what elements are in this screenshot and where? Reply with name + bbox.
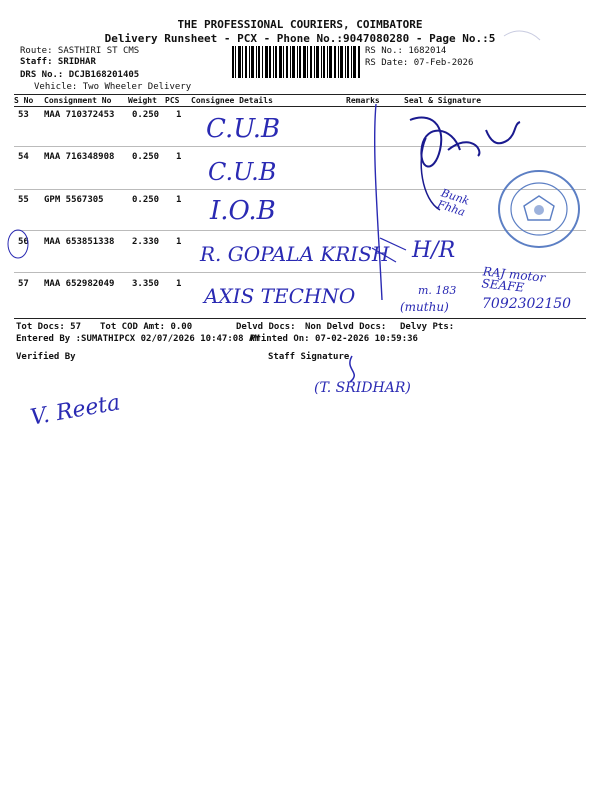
row-sno: 57 — [18, 279, 29, 289]
col-seal-signature: Seal & Signature — [404, 96, 482, 105]
rs-date: RS Date: 07-Feb-2026 — [365, 58, 474, 68]
row-weight: 0.250 — [132, 195, 160, 205]
seal-stamp — [496, 168, 582, 250]
runsheet-title: Delivery Runsheet - PCX - Phone No.:9047080280 - Page No.:5 — [104, 32, 496, 45]
row-consignment: MAA 716348908 — [44, 152, 115, 162]
row-phone-handwritten: 7092302150 — [482, 296, 572, 312]
delivered-docs: Delvd Docs: — [236, 322, 296, 332]
row-pcs: 1 — [176, 195, 182, 205]
row-remark-handwritten: Bunk Fhha — [435, 186, 471, 219]
verifier-signature: V. Reeta — [28, 390, 123, 431]
row-pcs: 1 — [176, 279, 182, 289]
staff-signature-name: (T. SRIDHAR) — [314, 380, 411, 396]
total-cod-amount: Tot COD Amt: 0.00 — [100, 322, 193, 332]
col-weight: Weight — [128, 96, 157, 105]
route-label: Route: SASTHIRI ST CMS — [20, 46, 140, 56]
row-consignment: GPM 5567305 — [44, 195, 104, 205]
row-sno: 55 — [18, 195, 29, 205]
vehicle-label: Vehicle: Two Wheeler Delivery — [34, 82, 192, 92]
col-consignment: Consignment No — [44, 96, 112, 105]
row-sno: 54 — [18, 152, 29, 162]
row-consignee-handwritten: R. GOPALA KRISH — [200, 242, 390, 266]
delivery-points: Delvy Pts: — [400, 322, 455, 332]
row-remark-handwritten: H/R — [412, 238, 456, 263]
row-note-handwritten: RAJ motor SEAFE — [480, 264, 546, 295]
row-consignee-handwritten: I.O.B — [210, 196, 276, 226]
verified-by-label: Verified By — [16, 352, 76, 362]
row-consignment: MAA 710372453 — [44, 110, 115, 120]
col-sno: S No — [14, 96, 34, 105]
row-sno: 53 — [18, 110, 29, 120]
row-consignee-handwritten: C.U.B — [206, 114, 281, 144]
staff-signature-label: Staff Signature — [268, 352, 350, 362]
row-weight: 0.250 — [132, 152, 160, 162]
row-weight: 3.350 — [132, 279, 160, 289]
row-pcs: 1 — [176, 237, 182, 247]
row-consignee-handwritten: AXIS TECHNO — [204, 284, 356, 308]
row-weight: 2.330 — [132, 237, 160, 247]
row-consignee-handwritten: C.U.B — [208, 158, 277, 186]
staff-label: Staff: SRIDHAR — [20, 57, 96, 67]
row-pcs: 1 — [176, 152, 182, 162]
row-sno: 56 — [18, 237, 29, 247]
row-weight: 0.250 — [132, 110, 160, 120]
col-pcs: PCS — [165, 96, 180, 105]
drs-number: DRS No.: DCJB168201405 — [20, 70, 140, 80]
row-consignment: MAA 653851338 — [44, 237, 115, 247]
row-note-handwritten: (muthu) — [400, 300, 449, 314]
row-pcs: 1 — [176, 110, 182, 120]
col-consignee: Consignee Details — [191, 96, 273, 105]
col-remarks: Remarks — [346, 96, 380, 105]
total-docs: Tot Docs: 57 — [16, 322, 82, 332]
non-delivered-docs: Non Delvd Docs: — [305, 322, 387, 332]
printed-on: Printed On: 07-02-2026 10:59:36 — [250, 334, 418, 344]
row-note-handwritten: m. 183 — [418, 284, 457, 297]
company-name: THE PROFESSIONAL COURIERS, COIMBATORE — [177, 18, 423, 31]
rs-number: RS No.: 1682014 — [365, 46, 447, 56]
row-consignment: MAA 652982049 — [44, 279, 115, 289]
entered-by: Entered By :SUMATHIPCX 02/07/2026 10:47:08 AM — [16, 334, 260, 344]
